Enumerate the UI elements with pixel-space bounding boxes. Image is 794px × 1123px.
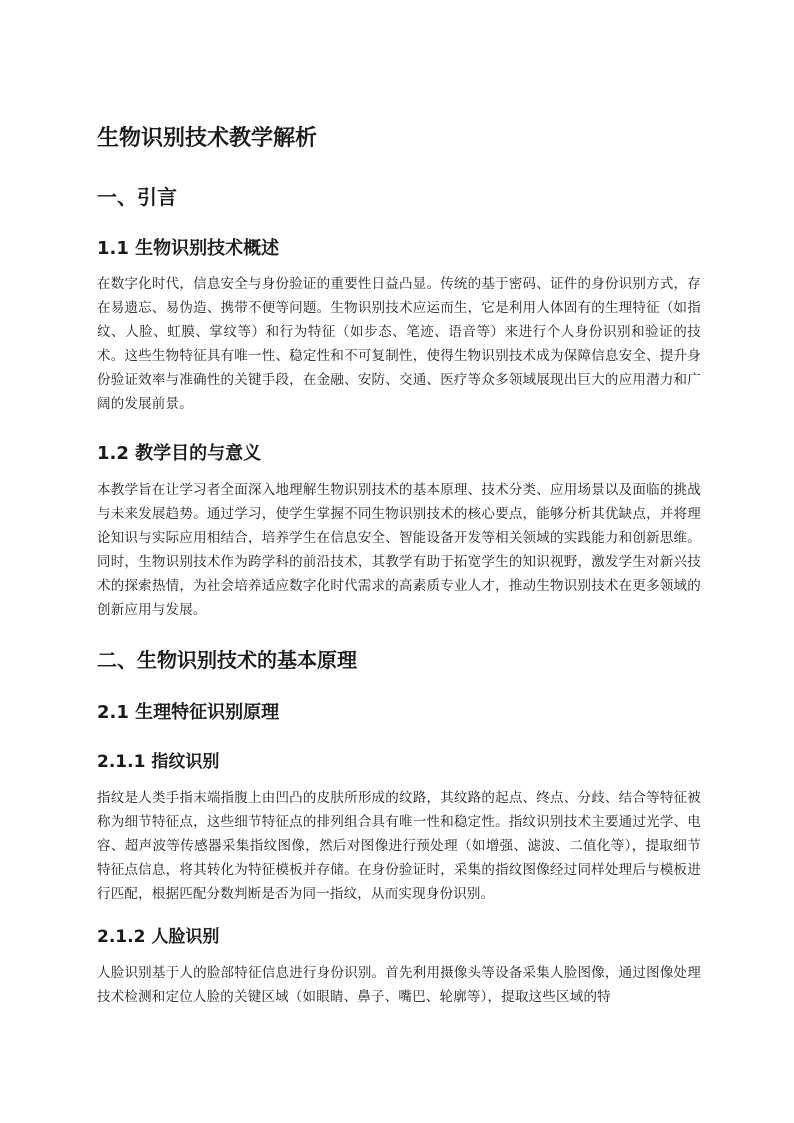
document-title: 生物识别技术教学解析 [97,126,318,151]
item-heading-face-recognition: 2.1.2 人脸识别 [97,927,220,947]
item-heading-fingerprint: 2.1.1 指纹识别 [97,752,220,772]
subsection-heading-overview: 1.1 生物识别技术概述 [97,238,280,259]
paragraph-face-recognition: 人脸识别基于人的脸部特征信息进行身份识别。首先利用摄像头等设备采集人脸图像，通过图像处理技术检测和定位人脸的关键区域（如眼睛、鼻子、嘴巴、轮廓等），提取这些区域的特 [97,965,701,1005]
section-heading-introduction: 一、引言 [97,185,177,209]
section-heading-basic-principles: 二、生物识别技术的基本原理 [97,648,357,672]
subsection-heading-teaching-purpose: 1.2 教学目的与意义 [97,443,262,464]
paragraph-teaching-purpose: 本教学旨在让学习者全面深入地理解生物识别技术的基本原理、技术分类、应用场景以及面临的挑战与未来发展趋势。通过学习，使学生掌握不同生物识别技术的核心要点，能够分析其优缺点，并将理论知识与实际应用相结合，培养学生在信息安全、智能设备开发等相关领域的实践能力和创新思维。同时，生物识别技术作为跨学科的前沿技术，其教学有助于拓宽学生的知识视野，激发学生对新兴技术的探索热情，为社会培养适应数字化时代需求的高素质专业人才，推动生物识别技术在更多领域的创新应用与发展。 [97,482,701,618]
paragraph-overview: 在数字化时代，信息安全与身份验证的重要性日益凸显。传统的基于密码、证件的身份识别方式，存在易遗忘、易伪造、携带不便等问题。生物识别技术应运而生，它是利用人体固有的生理特征（如指纹、人脸、虹膜、掌纹等）和行为特征（如步态、笔迹、语音等）来进行个人身份识别和验证的技术。这些生物特征具有唯一性、稳定性和不可复制性，使得生物识别技术成为保障信息安全、提升身份验证效率与准确性的关键手段，在金融、安防、交通、医疗等众多领域展现出巨大的应用潜力和广阔的发展前景。 [97,276,701,412]
subsection-heading-physiological-principles: 2.1 生理特征识别原理 [97,702,280,723]
paragraph-fingerprint: 指纹是人类手指末端指腹上由凹凸的皮肤所形成的纹路，其纹路的起点、终点、分歧、结合等特征被称为细节特征点，这些细节特征点的排列组合具有唯一性和稳定性。指纹识别技术主要通过光学、电容、超声波等传感器采集指纹图像，然后对图像进行预处理（如增强、滤波、二值化等），提取细节特征点信息，将其转化为特征模板并存储。在身份验证时，采集的指纹图像经过同样处理后与模板进行匹配，根据匹配分数判断是否为同一指纹，从而实现身份识别。 [97,790,701,902]
